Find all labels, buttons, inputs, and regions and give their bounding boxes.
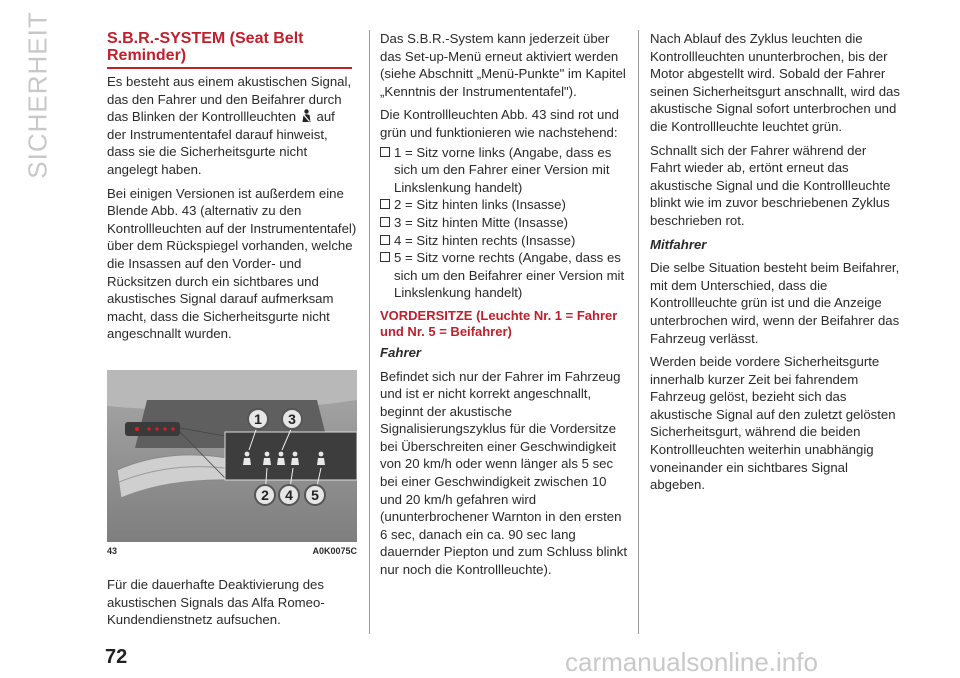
paragraph-driver: Befindet sich nur der Fahrer im Fahrzeug und ist er nicht korrekt angeschnallt, beginnt der akustische Signalisierungszyklus für die Vordersitze bei Überschreiten einer Geschwindigkeit von 20 km/h oder wenn länger als 5 sec bei einer Geschwindigkeit zwischen 10 und 20 km/h gefahren wird (ununterbrochener Warnton in den ersten 6 sec, danach ein ca. 90 sec lang dauernder Piepton und zum Schluss blinkt nur noch die Kontrollleuchte). <box>380 368 628 578</box>
paragraph-intro <box>107 73 357 179</box>
paragraph-lights: Die Kontrollleuchten Abb. 43 sind rot und grün und funktionieren wie nachstehend: <box>380 107 619 140</box>
figure-code: A0K0075C <box>312 546 357 556</box>
callout-3: 3 <box>281 408 303 430</box>
list-item <box>380 249 630 302</box>
paragraph-unbuckle: Schnallt sich der Fahrer während der Fahrt wieder ab, ertönt erneut das akustische Signal und die Kontrollleuchte blinkt wie im zuvor beschriebenen Zyklus beschrieben rot. <box>650 142 891 228</box>
watermark: carmanualsonline.info <box>565 647 818 677</box>
page-number: 72 <box>105 646 128 668</box>
column-3 <box>650 30 900 500</box>
paragraph-passenger: Die selbe Situation besteht beim Beifahrer, mit dem Unterschied, dass die Kontrollleuchte grün ist und die Anzeige unterbrochen wird, wenn der Beifahrer das Fahrzeug verlässt. <box>650 260 900 346</box>
figure-seatbelt-panel <box>107 370 357 542</box>
paragraph-both-belts: Werden beide vordere Sicherheitsgurte innerhalb kurzer Zeit bei fahrendem Fahrzeug gelöst, bezieht sich das akustische Signal auf den zuletzt gelösten Sicherheitsgurt, während die beiden Kontrollleuchten weiterhin unabhängig voneinander ein sichtbares Signal abgeben. <box>650 354 896 493</box>
role-heading-passenger: Mitfahrer <box>650 236 707 252</box>
column-divider <box>638 30 639 634</box>
intro-text-before: Es besteht aus einem akustischen Signal, das den Fahrer und den Beifahrer durch das Blinken der Kontrollleuchten <box>107 74 352 125</box>
paragraph-reactivation: Das S.B.R.-System kann jederzeit über das Set-up-Menü erneut aktiviert werden (siehe Abschnitt „Menü-Punkte" im Kapitel „Kenntnis der Instrumententafel"). <box>380 31 626 99</box>
figure-number: 43 <box>107 546 118 556</box>
checkbox-bullet-icon <box>380 217 390 227</box>
intro-text-after: auf der Instrumententafel darauf hinweist, dass sie die Sicherheitsgurte nicht angelegt haben. <box>107 109 335 177</box>
column-divider <box>369 30 370 634</box>
callout-2: 2 <box>254 484 276 506</box>
paragraph-blende: Bei einigen Versionen ist außerdem eine Blende Abb. 43 (alternativ zu den Kontrollleuchten auf der Instrumententafel) über dem Rückspiegel vorhanden, welche die Insassen auf den Vorder- und Rücksitzen durch ein sichtbares und akustisches Signal darauf aufmerksam macht, dass die Sicherheitsgurte nicht angeschnallt wurden. <box>107 185 357 342</box>
checkbox-bullet-icon <box>380 235 390 245</box>
list-item-text: 3 = Sitz hinten Mitte (Insasse) <box>394 214 569 230</box>
column-2 <box>380 30 630 585</box>
list-item <box>380 232 630 250</box>
paragraph-cycle-end: Nach Ablauf des Zyklus leuchten die Kontrollleuchten ununterbrochen, bis der Motor abgestellt wird. Sobald der Fahrer seinen Sicherheitsgurt anschnallt, wird das akustische Signal sofort unterbrochen und die Kontrollleuchte leuchtet grün. <box>650 31 900 134</box>
callout-4: 4 <box>278 484 300 506</box>
list-item <box>380 196 630 214</box>
figure-illustration <box>107 370 357 542</box>
seatbelt-warning-icon <box>300 109 313 123</box>
list-item-text: 1 = Sitz vorne links (Angabe, dass es sich um den Fahrer einer Version mit Linkslenkung handelt) <box>394 144 612 195</box>
callout-5: 5 <box>304 484 326 506</box>
list-item-text: 2 = Sitz hinten links (Insasse) <box>394 197 566 213</box>
subsection-heading: VORDERSITZE (Leuchte Nr. 1 = Fahrer und Nr. 5 = Beifahrer) <box>380 307 618 339</box>
callout-1: 1 <box>247 408 269 430</box>
checkbox-bullet-icon <box>380 199 390 209</box>
list-item-text: 4 = Sitz hinten rechts (Insasse) <box>394 232 576 248</box>
list-item <box>380 144 630 197</box>
checkbox-bullet-icon <box>380 252 390 262</box>
figure-caption <box>107 546 357 556</box>
section-side-label <box>18 11 58 179</box>
role-heading-driver: Fahrer <box>380 344 422 360</box>
checkbox-bullet-icon <box>380 147 390 157</box>
paragraph-deactivation: Für die dauerhafte Deaktivierung des akustischen Signals das Alfa Romeo-Kundendienstnetz aufsuchen. <box>107 577 325 628</box>
column-1 <box>107 30 357 349</box>
list-item <box>380 214 630 232</box>
list-item-text: 5 = Sitz vorne rechts (Angabe, dass es sich um den Beifahrer einer Version mit Linkslenkung handelt) <box>394 250 625 301</box>
section-title: S.B.R.-SYSTEM (Seat Belt Reminder) <box>107 30 352 69</box>
side-label-text: SICHERHEIT <box>22 11 53 179</box>
